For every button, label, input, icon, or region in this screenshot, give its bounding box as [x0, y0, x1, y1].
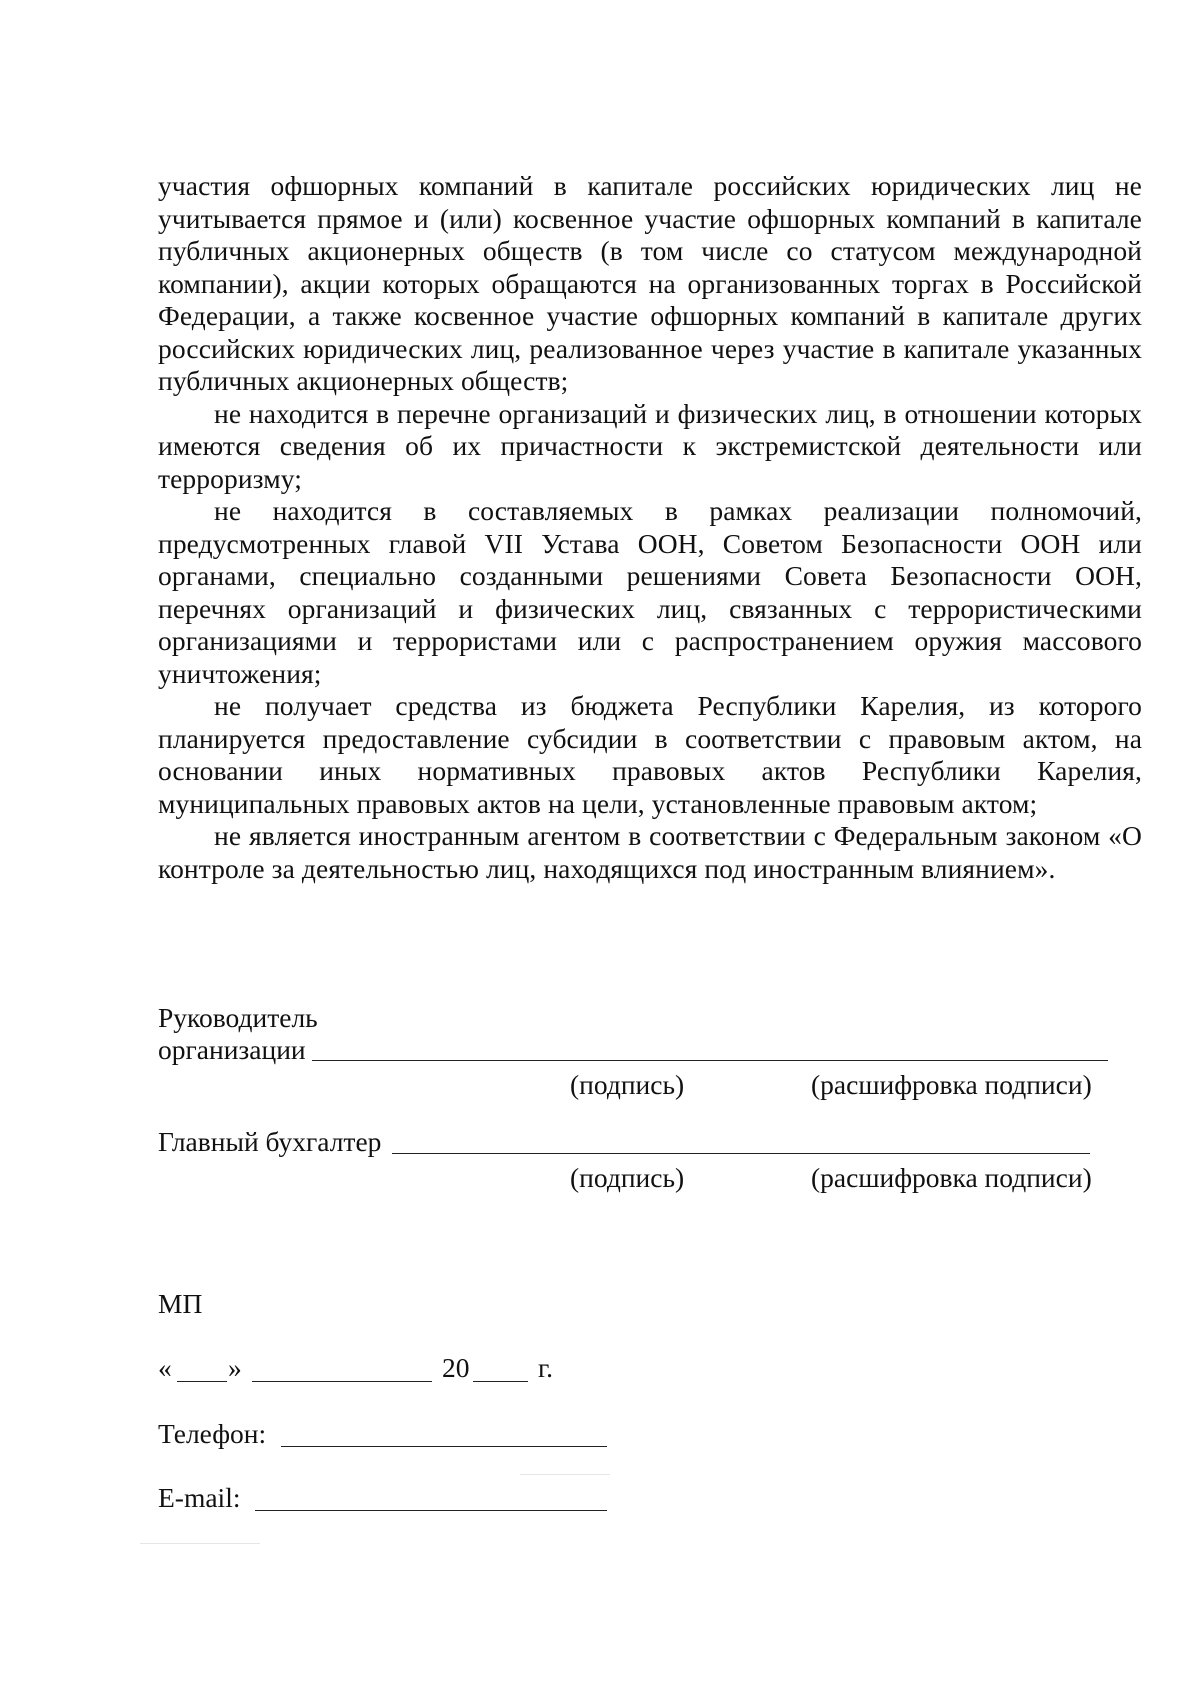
- date-day-line[interactable]: [177, 1381, 227, 1382]
- scan-artifact: [520, 1474, 610, 1475]
- stamp-label: МП: [158, 1288, 203, 1319]
- date-year-suffix: г.: [538, 1352, 554, 1383]
- paragraph-offshore: участия офшорных компаний в капитале российских юридических лиц не учитывается прямое и (или) косвенное участие офшорных компаний в капитале публичных акционерных обществ (в том числе со статусом международной компании), акции которых обращаются на организованных торгах в Российской Федерации, а также косвенное участие офшорных компаний в капитале других российских юридических лиц, реализованное через участие в капитале указанных публичных акционерных обществ;: [158, 170, 1142, 396]
- date-month-line[interactable]: [252, 1381, 432, 1382]
- head-label-line2: организации: [158, 1034, 306, 1065]
- date-open-quote: «: [158, 1352, 172, 1383]
- phone-field-line[interactable]: [281, 1446, 607, 1447]
- accountant-caption-signature: (подпись): [570, 1162, 685, 1193]
- email-field-line[interactable]: [255, 1510, 607, 1511]
- phone-label: Телефон:: [158, 1418, 267, 1449]
- date-close-quote: »: [228, 1352, 242, 1383]
- body-text: [158, 170, 1142, 885]
- accountant-label: Главный бухгалтер: [158, 1126, 382, 1157]
- paragraph-budget: не получает средства из бюджета Республики Карелия, из которого планируется предоставление субсидии в соответствии с правовым актом, на основании иных нормативных правовых актов Республики Карелия, муниципальных правовых актов на цели, установленные правовым актом;: [158, 690, 1142, 819]
- scan-artifact: [140, 1543, 260, 1544]
- head-caption-signature: (подпись): [570, 1069, 685, 1100]
- head-caption-decoding: (расшифровка подписи): [811, 1069, 1092, 1100]
- paragraph-un-lists: не находится в составляемых в рамках реализации полномочий, предусмотренных главой VII Устава ООН, Советом Безопасности ООН или органами, специально созданными решениями Совета Безопасности ООН, перечнях организаций и физических лиц, связанных с террористическими организациями и террористами или с распространением оружия массового уничтожения;: [158, 495, 1142, 689]
- date-year-line[interactable]: [473, 1381, 528, 1382]
- accountant-signature-line[interactable]: [392, 1153, 1090, 1154]
- accountant-caption-decoding: (расшифровка подписи): [811, 1162, 1092, 1193]
- head-signature-line[interactable]: [312, 1060, 1108, 1061]
- paragraph-extremism: не находится в перечне организаций и физических лиц, в отношении которых имеются сведения об их причастности к экстремистской деятельности или терроризму;: [158, 397, 1142, 494]
- email-label: E-mail:: [158, 1482, 241, 1513]
- head-label-line1: Руководитель: [158, 1002, 318, 1033]
- paragraph-foreign-agent: не является иностранным агентом в соответствии с Федеральным законом «О контроле за деятельностью лиц, находящихся под иностранным влиянием».: [158, 820, 1142, 884]
- date-year-prefix: 20: [442, 1352, 470, 1383]
